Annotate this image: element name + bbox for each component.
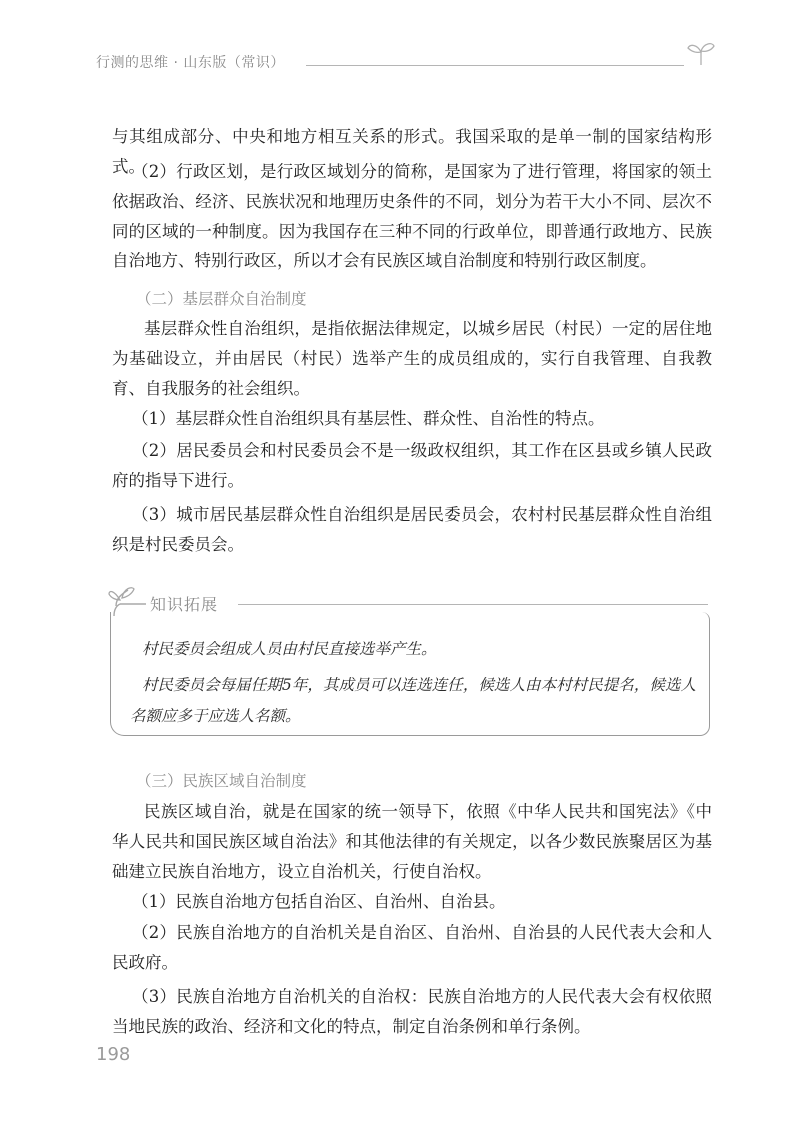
paragraph-6: （3）城市居民基层群众性自治组织是居民委员会，农村村民基层群众性自治组织是村民委员会。 bbox=[112, 505, 712, 554]
paragraph-2: （2）行政区划，是行政区域划分的简称，是国家为了进行管理，将国家的领土依据政治、经济、民族状况和地理历史条件的不同，划分为若干大小不同、层次不同的区域的一种制度。因为我国存在三种不同的行政单位，即普通行政地方、民族自治地方、特别行政区，所以才会有民族区域自治制度和特别行政区制度。 bbox=[112, 162, 712, 271]
section-heading-3: （三）民族区域自治制度 bbox=[136, 772, 307, 790]
page-number: 198 bbox=[96, 1044, 131, 1065]
knowledge-box-title: 知识拓展 bbox=[150, 595, 219, 614]
paragraph-3: 基层群众性自治组织，是指依据法律规定，以城乡居民（村民）一定的居住地为基础设立，并由居民（村民）选举产生的成员组成的，实行自我管理、自我教育、自我服务的社会组织。 bbox=[112, 319, 712, 398]
paragraph-10: （3）民族自治地方自治机关的自治权：民族自治地方的人民代表大会有权依照当地民族的政治、经济和文化的特点，制定自治条例和单行条例。 bbox=[112, 987, 712, 1036]
knowledge-line-2: 村民委员会每届任期5年，其成员可以连选连任，候选人由本村村民提名，候选人名额应多于应选人名额。 bbox=[130, 676, 696, 725]
book-title: 行测的思维 · 山东版（常识） bbox=[96, 55, 285, 71]
paragraph-1: 与其组成部分、中央和地方相互关系的形式。我国采取的是单一制的国家结构形式。 bbox=[112, 127, 712, 176]
header-rule bbox=[306, 65, 684, 66]
section-heading-2: （二）基层群众自治制度 bbox=[136, 290, 307, 308]
paragraph-4: （1）基层群众性自治组织具有基层性、群众性、自治性的特点。 bbox=[132, 409, 605, 428]
paragraph-9: （2）民族自治地方的自治机关是自治区、自治州、自治县的人民代表大会和人民政府。 bbox=[112, 923, 712, 972]
paragraph-5: （2）居民委员会和村民委员会不是一级政权组织，其工作在区县或乡镇人民政府的指导下进行。 bbox=[112, 441, 712, 490]
knowledge-line-1: 村民委员会组成人员由村民直接选举产生。 bbox=[142, 640, 437, 658]
paragraph-8: （1）民族自治地方包括自治区、自治州、自治县。 bbox=[132, 892, 506, 911]
running-header bbox=[96, 52, 724, 74]
sprout-icon bbox=[686, 40, 716, 66]
knowledge-box-rule bbox=[238, 604, 708, 605]
paragraph-7: 民族区域自治，就是在国家的统一领导下，依照《中华人民共和国宪法》《中华人民共和国民族区域自治法》和其他法律的有关规定，以各少数民族聚居区为基础建立民族自治地方，设立自治机关，行使自治权。 bbox=[112, 802, 712, 881]
